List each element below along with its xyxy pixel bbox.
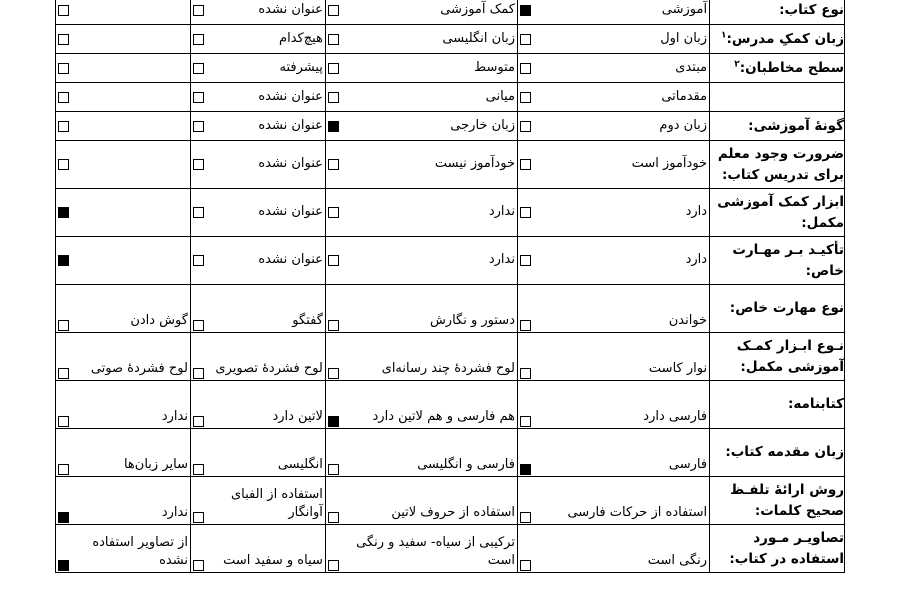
table-row	[56, 525, 845, 573]
option-label: انگلیسی	[277, 457, 323, 473]
checkbox-icon[interactable]	[520, 368, 531, 379]
checkbox-icon[interactable]	[520, 560, 531, 571]
option-label: زبان دوم	[659, 117, 708, 133]
option-cell[interactable]	[56, 112, 191, 141]
checkbox-icon[interactable]	[328, 5, 339, 16]
row-label-cell	[710, 83, 845, 112]
table-row	[56, 381, 845, 429]
option-label: ندارد	[161, 505, 188, 521]
option-label: فارسی	[668, 457, 708, 473]
option-label: ندارد	[161, 409, 188, 425]
checkbox-icon[interactable]	[193, 92, 204, 103]
checkbox-icon[interactable]	[58, 92, 69, 103]
row-label-cell	[710, 25, 845, 54]
row-label-cell	[710, 285, 845, 333]
option-cell[interactable]	[517, 189, 709, 237]
option-cell[interactable]	[517, 141, 709, 189]
option-cell[interactable]	[517, 525, 709, 573]
checkbox-icon[interactable]	[193, 320, 204, 331]
option-cell[interactable]	[325, 112, 517, 141]
option-label: گفتگو	[292, 313, 323, 329]
option-cell[interactable]	[517, 237, 709, 285]
option-cell[interactable]	[56, 333, 191, 381]
option-label: کمک آموزشی	[440, 1, 515, 17]
row-label-text: تأکیـد بـر مهـارت خاص:	[732, 242, 844, 279]
row-label-cell	[710, 141, 845, 189]
option-cell[interactable]	[517, 54, 709, 83]
option-label: لوح فشردهٔ تصویری	[215, 361, 323, 377]
option-label: نوار کاست	[648, 361, 708, 377]
checkbox-checked-icon[interactable]	[520, 5, 531, 16]
table-row	[56, 237, 845, 285]
option-label: سایر زبان‌ها	[123, 457, 188, 473]
table-row	[56, 112, 845, 141]
row-label-text: نـوع ابـزار کمـک آموزشی مکمل:	[736, 338, 844, 375]
option-label: عنوان نشده	[258, 88, 323, 104]
option-cell[interactable]	[325, 54, 517, 83]
option-label: میانی	[485, 88, 515, 104]
row-label-text: زبان مقدمه کتاب:	[725, 444, 844, 461]
option-label: لوح فشردهٔ صوتی	[90, 361, 188, 377]
option-label: مقدماتی	[661, 88, 708, 104]
option-cell[interactable]	[190, 189, 325, 237]
checkbox-icon[interactable]	[520, 512, 531, 523]
option-cell[interactable]	[190, 0, 325, 25]
option-cell[interactable]	[56, 285, 191, 333]
option-label: عنوان نشده	[258, 1, 323, 17]
table-row	[56, 285, 845, 333]
option-label: ندارد	[488, 252, 515, 268]
option-label: ندارد	[488, 204, 515, 220]
option-cell[interactable]	[190, 237, 325, 285]
option-label: خواندن	[668, 313, 708, 329]
option-cell[interactable]	[56, 477, 191, 525]
row-label-cell	[710, 0, 845, 25]
option-cell[interactable]	[190, 141, 325, 189]
checkbox-icon[interactable]	[328, 63, 339, 74]
checkbox-icon[interactable]	[520, 63, 531, 74]
option-label: هم فارسی و هم لاتین دارد	[372, 409, 515, 425]
table-row	[56, 54, 845, 83]
row-label-text: نوع کتاب:	[779, 1, 844, 18]
option-cell[interactable]	[325, 285, 517, 333]
option-cell[interactable]	[190, 429, 325, 477]
table-row	[56, 429, 845, 477]
option-label: رنگی است	[647, 553, 708, 569]
checkbox-icon[interactable]	[520, 34, 531, 45]
option-label: عنوان نشده	[258, 117, 323, 133]
option-label: استفاده از الفبای آوانگار	[230, 487, 323, 521]
row-label-cell	[710, 54, 845, 83]
option-label: دستور و نگارش	[429, 313, 515, 329]
option-label: زبان اول	[660, 30, 708, 46]
checkbox-icon[interactable]	[58, 368, 69, 379]
option-cell[interactable]	[517, 0, 709, 25]
option-label: متوسط	[474, 59, 515, 75]
checkbox-icon[interactable]	[328, 207, 339, 218]
option-cell[interactable]	[56, 237, 191, 285]
option-cell[interactable]	[325, 189, 517, 237]
checkbox-icon[interactable]	[328, 512, 339, 523]
option-label: از تصاویر استفاده نشده	[92, 535, 188, 569]
option-cell[interactable]	[325, 237, 517, 285]
row-label-cell	[710, 381, 845, 429]
option-label: پیشرفته	[279, 59, 323, 75]
checkbox-icon[interactable]	[58, 5, 69, 16]
checkbox-icon[interactable]	[193, 416, 204, 427]
checkbox-icon[interactable]	[193, 207, 204, 218]
option-label: ترکیبی از سیاه- سفید و رنگی است	[356, 535, 515, 569]
checkbox-icon[interactable]	[58, 159, 69, 170]
checkbox-icon[interactable]	[520, 255, 531, 266]
option-label: دارد	[685, 252, 708, 268]
row-label-text: کتابنامه:	[787, 396, 844, 413]
option-cell[interactable]	[517, 285, 709, 333]
option-cell[interactable]	[56, 141, 191, 189]
row-label-cell	[710, 112, 845, 141]
option-cell[interactable]	[325, 333, 517, 381]
option-cell[interactable]	[56, 525, 191, 573]
row-label-text: نوع مهارت خاص:	[729, 300, 844, 317]
row-label-text: تصاویـر مـورد استفاده در کتاب:	[729, 530, 844, 567]
option-cell[interactable]	[56, 25, 191, 54]
checkbox-checked-icon[interactable]	[58, 512, 69, 523]
checkbox-icon[interactable]	[520, 416, 531, 427]
option-cell[interactable]	[517, 112, 709, 141]
checkbox-icon[interactable]	[193, 368, 204, 379]
row-label-text: ابزار کمک آموزشی مکمل:	[717, 194, 844, 231]
option-cell[interactable]	[517, 333, 709, 381]
checkbox-icon[interactable]	[193, 464, 204, 475]
checkbox-icon[interactable]	[193, 5, 204, 16]
option-cell[interactable]	[56, 429, 191, 477]
option-label: عنوان نشده	[258, 252, 323, 268]
checkbox-icon[interactable]	[193, 63, 204, 74]
checkbox-checked-icon[interactable]	[328, 416, 339, 427]
checkbox-icon[interactable]	[328, 159, 339, 170]
checkbox-icon[interactable]	[193, 159, 204, 170]
checkbox-icon[interactable]	[58, 63, 69, 74]
option-cell[interactable]	[190, 477, 325, 525]
row-label-text: گونهٔ آموزشی:	[748, 117, 844, 134]
checkbox-checked-icon[interactable]	[58, 255, 69, 266]
option-cell[interactable]	[517, 381, 709, 429]
option-cell[interactable]	[325, 141, 517, 189]
checkbox-icon[interactable]	[520, 92, 531, 103]
evaluation-checklist-table	[55, 0, 845, 573]
option-cell[interactable]	[325, 83, 517, 112]
checkbox-checked-icon[interactable]	[58, 560, 69, 571]
option-label: سیاه و سفید است	[223, 553, 323, 569]
option-label: مبتدی	[675, 59, 708, 75]
table-row	[56, 477, 845, 525]
option-label: دارد	[685, 204, 708, 220]
option-cell[interactable]	[56, 54, 191, 83]
option-label: فارسی دارد	[643, 409, 708, 425]
table-row	[56, 141, 845, 189]
option-label: زبان خارجی	[450, 117, 515, 133]
table-row	[56, 0, 845, 25]
option-cell[interactable]	[517, 429, 709, 477]
checkbox-icon[interactable]	[193, 255, 204, 266]
checkbox-icon[interactable]	[520, 121, 531, 132]
row-label-text: ضرورت وجود معلم برای تدریس کتاب:	[717, 146, 844, 183]
checkbox-icon[interactable]	[520, 159, 531, 170]
option-cell[interactable]	[325, 25, 517, 54]
option-label: زبان انگلیسی	[442, 30, 515, 46]
row-label-cell	[710, 333, 845, 381]
option-label: آموزشی	[661, 1, 708, 17]
option-cell[interactable]	[56, 381, 191, 429]
row-label-cell	[710, 189, 845, 237]
option-label: هیچ‌کدام	[279, 30, 323, 46]
option-label: خودآموز نیست	[434, 156, 515, 172]
option-cell[interactable]	[190, 83, 325, 112]
option-cell[interactable]	[190, 54, 325, 83]
option-label: لاتین دارد	[272, 409, 323, 425]
row-label-cell	[710, 525, 845, 573]
checkbox-icon[interactable]	[328, 464, 339, 475]
checkbox-icon[interactable]	[58, 121, 69, 132]
checkbox-checked-icon[interactable]	[520, 464, 531, 475]
table-body	[56, 0, 845, 573]
option-cell[interactable]	[517, 25, 709, 54]
checkbox-icon[interactable]	[520, 207, 531, 218]
checkbox-icon[interactable]	[193, 512, 204, 523]
checkbox-icon[interactable]	[58, 34, 69, 45]
option-cell[interactable]	[325, 477, 517, 525]
option-cell[interactable]	[190, 285, 325, 333]
checkbox-icon[interactable]	[328, 255, 339, 266]
option-cell[interactable]	[190, 381, 325, 429]
table-row	[56, 333, 845, 381]
option-label: استفاده از حروف لاتین	[391, 505, 515, 521]
option-label: گوش دادن	[130, 313, 188, 329]
checkbox-icon[interactable]	[58, 320, 69, 331]
option-cell[interactable]	[325, 0, 517, 25]
option-cell[interactable]	[325, 429, 517, 477]
row-label-footnote: ۲	[734, 59, 740, 70]
option-cell[interactable]	[190, 112, 325, 141]
option-label: خودآموز است	[631, 156, 708, 172]
row-label-cell	[710, 237, 845, 285]
checkbox-checked-icon[interactable]	[58, 207, 69, 218]
checkbox-icon[interactable]	[328, 92, 339, 103]
row-label-text: سطح مخاطبان:	[739, 59, 844, 76]
option-label: فارسی و انگلیسی	[417, 457, 515, 473]
row-label-footnote: ۱	[720, 30, 727, 41]
checkbox-icon[interactable]	[520, 320, 531, 331]
option-cell[interactable]	[325, 525, 517, 573]
table-row	[56, 25, 845, 54]
row-label-text: روش ارائهٔ تلفـظ صحیح کلمات:	[730, 482, 844, 519]
checkbox-checked-icon[interactable]	[328, 121, 339, 132]
checkbox-icon[interactable]	[193, 34, 204, 45]
option-cell[interactable]	[517, 83, 709, 112]
checkbox-icon[interactable]	[328, 34, 339, 45]
checkbox-icon[interactable]	[328, 320, 339, 331]
option-cell[interactable]	[190, 333, 325, 381]
row-label-cell	[710, 477, 845, 525]
option-cell[interactable]	[190, 25, 325, 54]
checkbox-icon[interactable]	[328, 368, 339, 379]
option-cell[interactable]	[56, 83, 191, 112]
option-label: لوح فشردهٔ چند رسانه‌ای	[381, 361, 515, 377]
checkbox-icon[interactable]	[58, 464, 69, 475]
table-row	[56, 189, 845, 237]
row-label-text: زبان کمکِ مدرس:	[726, 30, 844, 47]
checkbox-icon[interactable]	[58, 416, 69, 427]
option-cell[interactable]	[56, 0, 191, 25]
option-cell[interactable]	[190, 525, 325, 573]
checkbox-icon[interactable]	[193, 560, 204, 571]
option-label: استفاده از حرکات فارسی	[567, 505, 708, 521]
option-cell[interactable]	[325, 381, 517, 429]
option-cell[interactable]	[56, 189, 191, 237]
option-label: عنوان نشده	[258, 156, 323, 172]
row-label-cell	[710, 429, 845, 477]
option-label: عنوان نشده	[258, 204, 323, 220]
table-row	[56, 83, 845, 112]
option-cell[interactable]	[517, 477, 709, 525]
checkbox-icon[interactable]	[193, 121, 204, 132]
checkbox-icon[interactable]	[328, 560, 339, 571]
